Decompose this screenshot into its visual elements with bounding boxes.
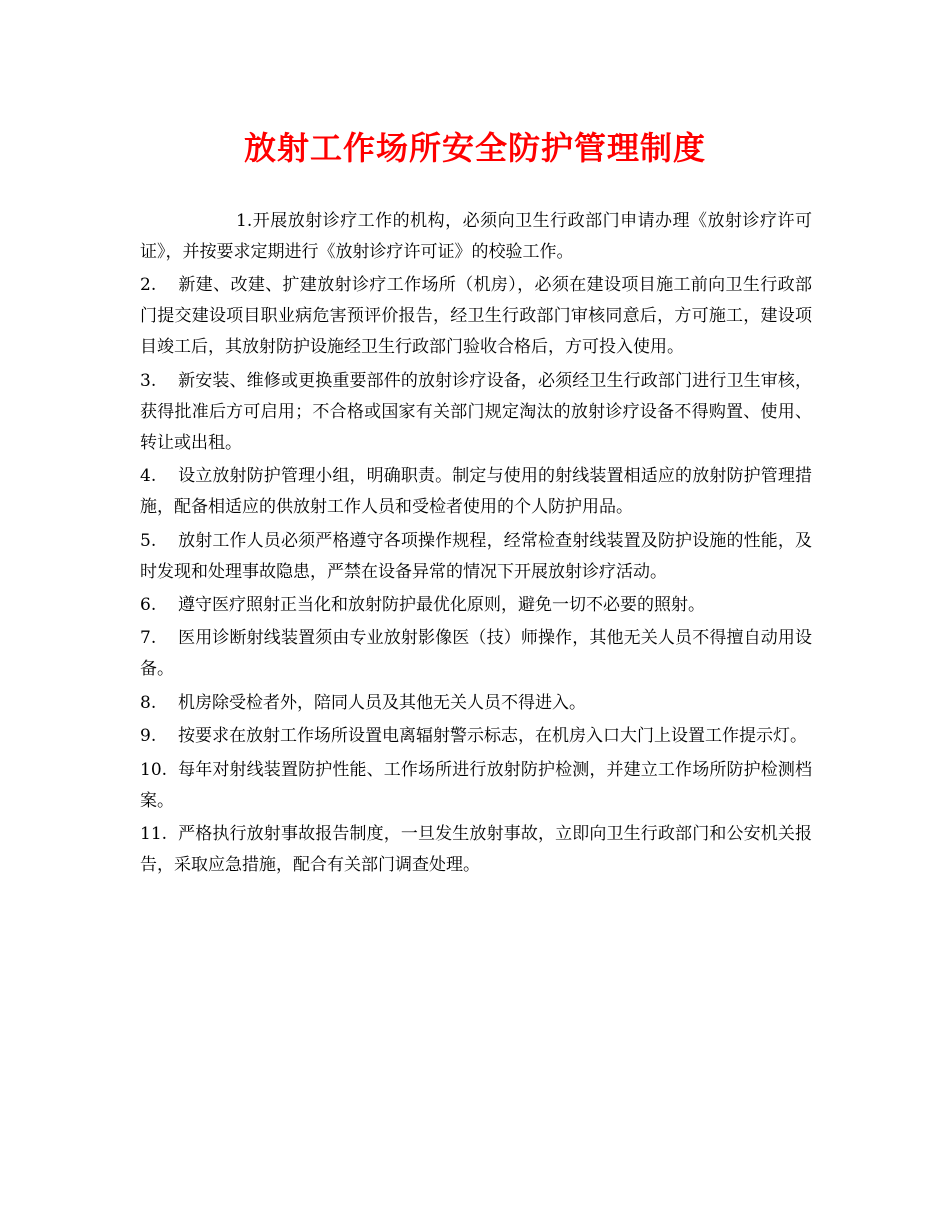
list-item	[140, 366, 812, 459]
item-text: 医用诊断射线装置须由专业放射影像医（技）师操作，其他无关人员不得擅自动用设备。	[140, 628, 812, 680]
document-body	[140, 206, 812, 883]
list-item	[140, 688, 812, 719]
list-item	[140, 526, 812, 588]
item-number: 11.	[140, 823, 168, 844]
item-text: 新安装、维修或更换重要部件的放射诊疗设备，必须经卫生行政部门进行卫生审核，获得批准后方可启用；不合格或国家有关部门规定淘汰的放射诊疗设备不得购置、使用、转让或出租。	[140, 370, 812, 453]
item-number: 5.	[140, 530, 157, 551]
item-number: 6.	[140, 594, 157, 615]
item-number: 10.	[140, 759, 168, 780]
item-text: 按要求在放射工作场所设置电离辐射警示标志，在机房入口大门上设置工作提示灯。	[178, 726, 807, 747]
item-number: 7.	[140, 628, 157, 649]
item-text: 新建、改建、扩建放射诊疗工作场所（机房），必须在建设项目施工前向卫生行政部门提交建设项目职业病危害预评价报告，经卫生行政部门审核同意后，方可施工，建设项目竣工后，其放射防护设施经卫生行政部门验收合格后，方可投入使用。	[140, 275, 812, 358]
item-number: 3.	[140, 370, 157, 391]
item-text: 遵守医疗照射正当化和放射防护最优化原则，避免一切不必要的照射。	[178, 594, 705, 615]
list-item	[140, 206, 812, 268]
item-text: 严格执行放射事故报告制度，一旦发生放射事故，立即向卫生行政部门和公安机关报告，采取应急措施，配合有关部门调查处理。	[140, 823, 812, 875]
item-text: 放射工作人员必须严格遵守各项操作规程，经常检查射线装置及防护设施的性能，及时发现和处理事故隐患，严禁在设备异常的情况下开展放射诊疗活动。	[140, 530, 812, 582]
list-item	[140, 755, 812, 817]
list-item	[140, 461, 812, 523]
item-number: 8.	[140, 692, 157, 713]
item-text: 设立放射防护管理小组，明确职责。制定与使用的射线装置相适应的放射防护管理措施，配备相适应的供放射工作人员和受检者使用的个人防护用品。	[140, 466, 812, 518]
item-text: 开展放射诊疗工作的机构，必须向卫生行政部门申请办理《放射诊疗许可证》，并按要求定期进行《放射诊疗许可证》的校验工作。	[140, 211, 812, 262]
item-text: 每年对射线装置防护性能、工作场所进行放射防护检测，并建立工作场所防护检测档案。	[140, 759, 812, 811]
item-number: 2.	[140, 275, 157, 296]
list-item	[140, 270, 812, 363]
list-item	[140, 721, 812, 752]
item-number: 1.	[236, 211, 253, 231]
list-item	[140, 590, 812, 621]
document-title: 放射工作场所安全防护管理制度	[243, 129, 706, 167]
item-number: 9.	[140, 726, 157, 747]
item-number: 4.	[140, 466, 157, 487]
list-item	[140, 819, 812, 881]
list-item	[140, 623, 812, 685]
item-text: 机房除受检者外，陪同人员及其他无关人员不得进入。	[178, 692, 586, 713]
